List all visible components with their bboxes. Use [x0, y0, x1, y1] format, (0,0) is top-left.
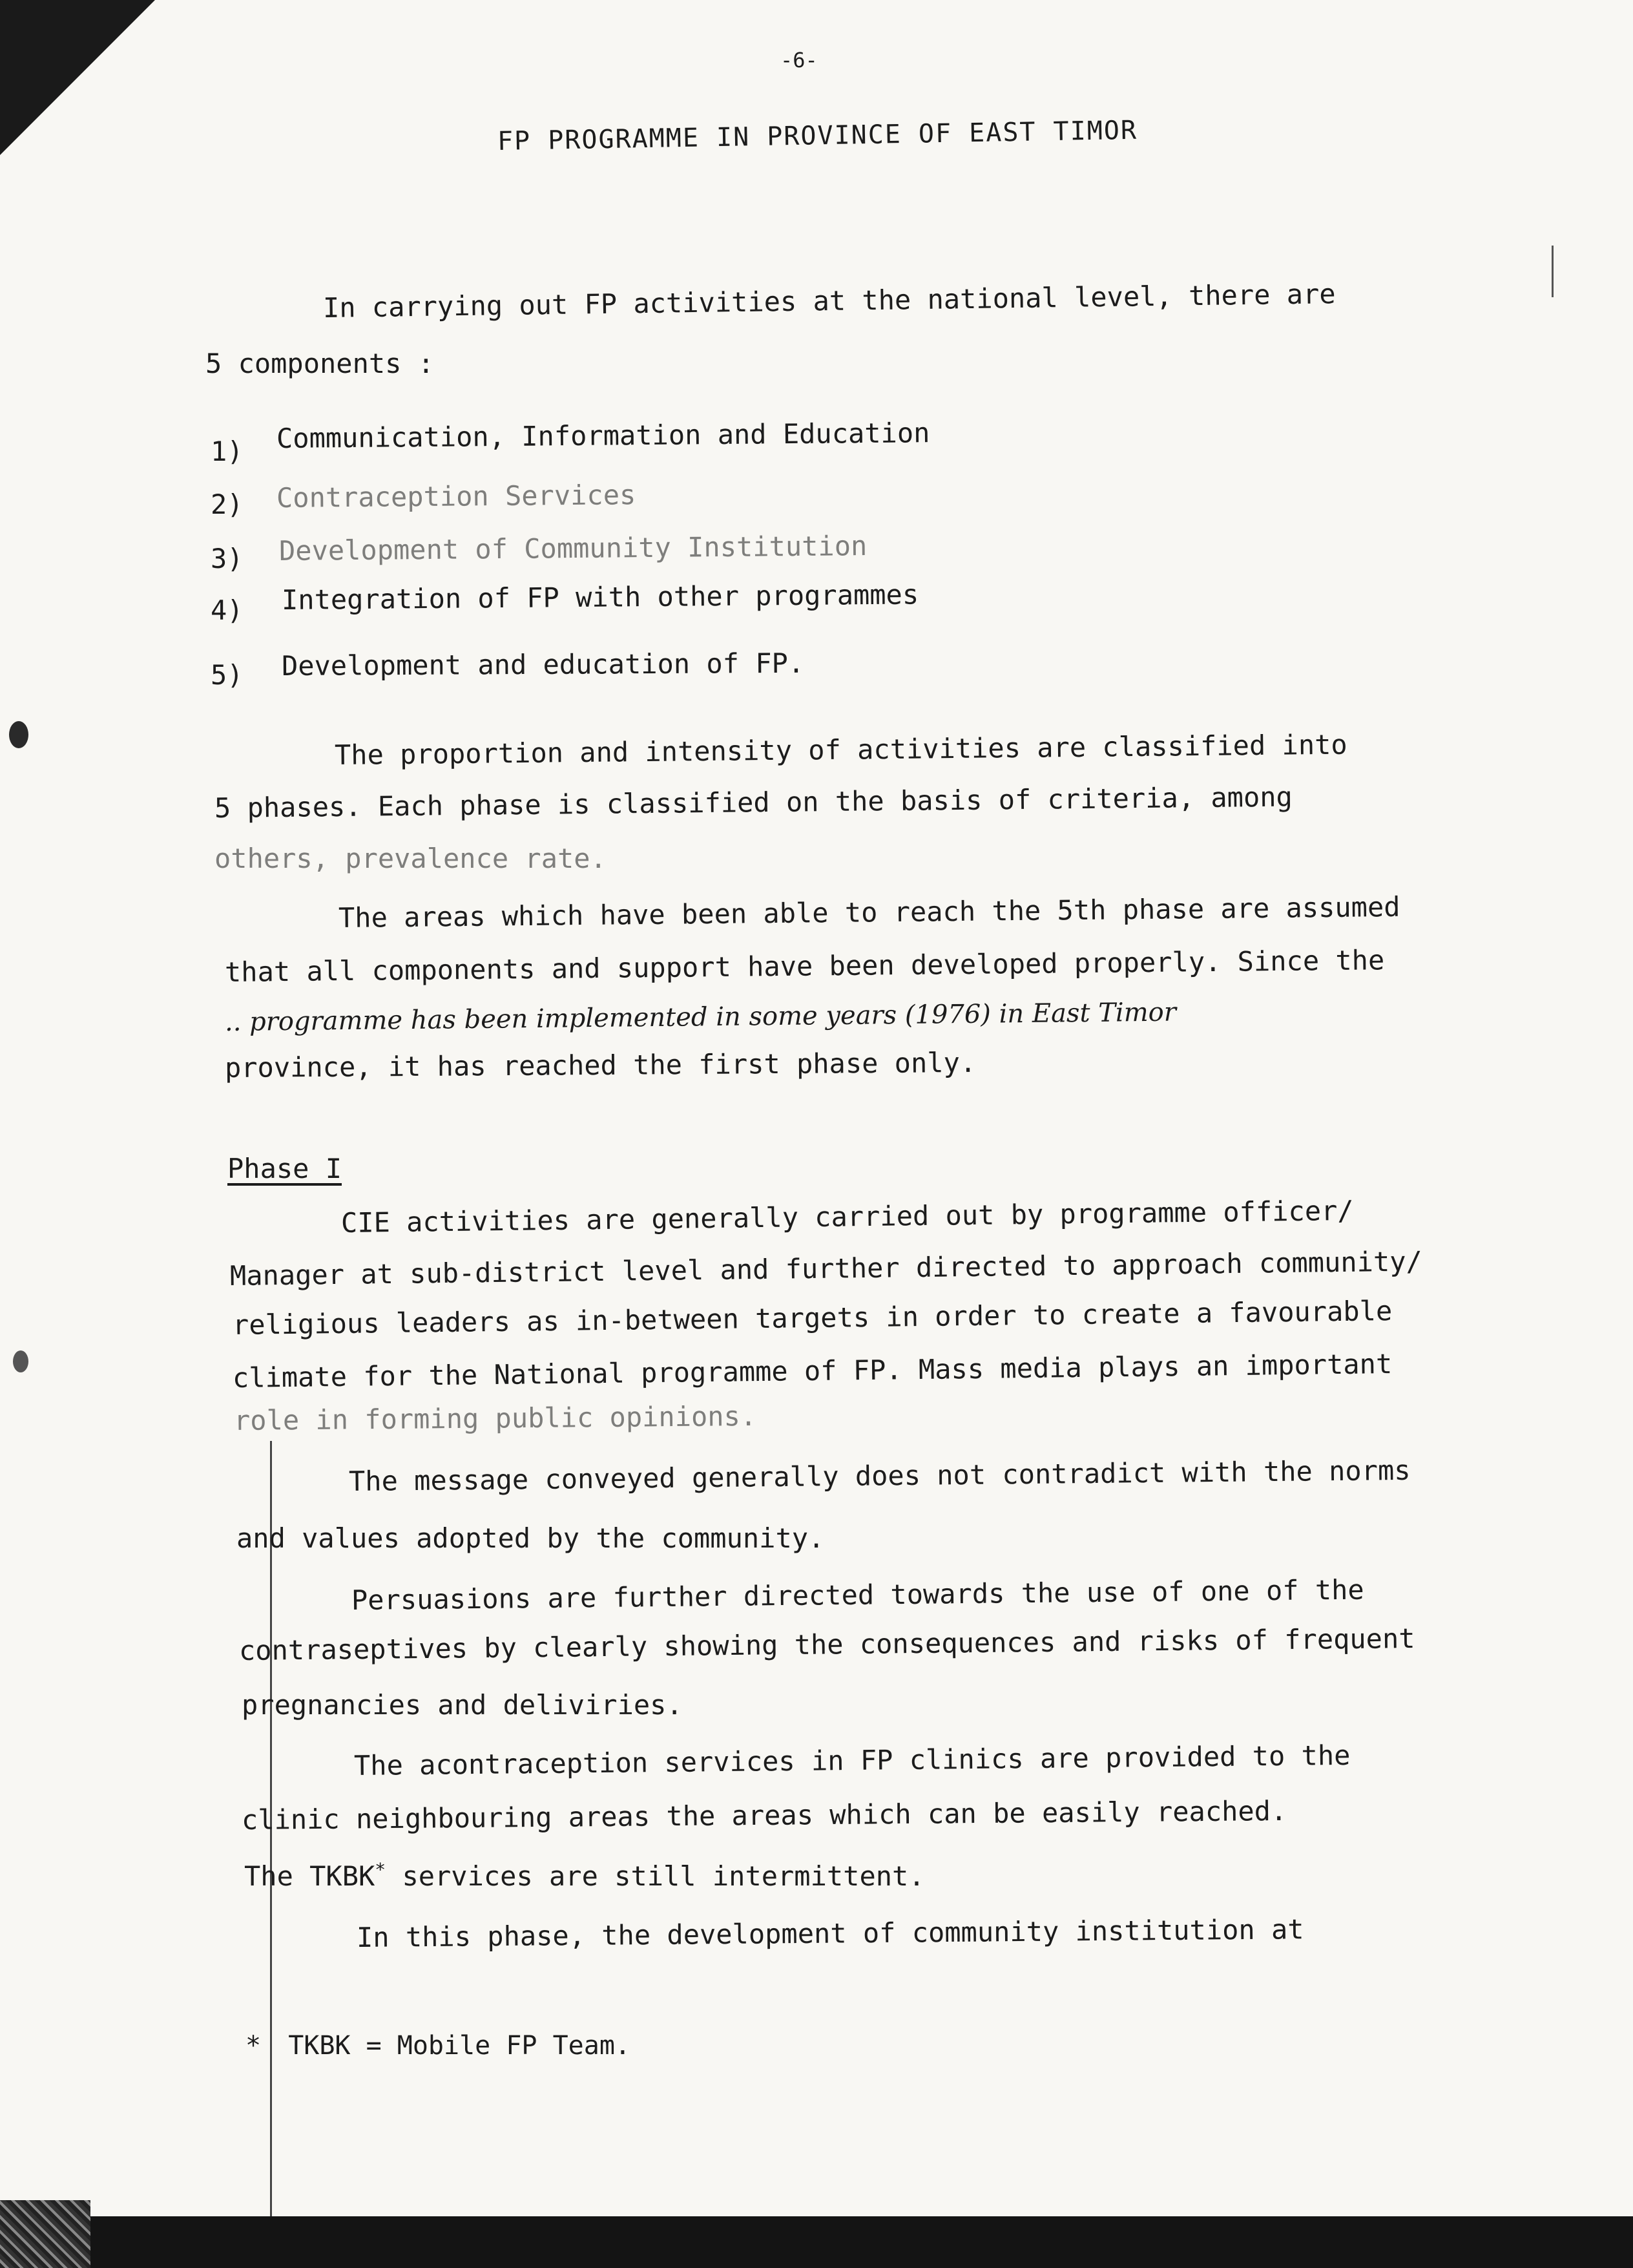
edge-mark-artifact — [1552, 246, 1554, 297]
p4-line-3-rest: services are still intermittent. — [386, 1860, 925, 1892]
document-title: FP PROGRAMME IN PROVINCE OF EAST TIMOR — [497, 115, 1138, 156]
list-number: 5) — [211, 659, 244, 691]
phase-1-heading: Phase I — [227, 1153, 342, 1184]
phase1-p1-line: CIE activities are generally carried out by programme officer/ — [340, 1194, 1354, 1239]
phase1-p2-line: and values adopted by the community. — [236, 1522, 825, 1554]
footnote — [245, 2033, 630, 2059]
phase1-p3-line: pregnancies and deliviries. — [242, 1689, 683, 1721]
list-number: 3) — [211, 543, 244, 574]
tkbk-term: The TKBK — [244, 1860, 375, 1892]
scan-corner-artifact — [0, 0, 155, 155]
scan-noise-artifact — [0, 2200, 90, 2268]
list-number: 4) — [211, 594, 244, 626]
phase1-p2-line: The message conveyed generally does not contradict with the norms — [348, 1454, 1411, 1497]
phase1-p5-line: In this phase, the development of community institution at — [356, 1913, 1304, 1953]
footnote-text: TKBK = Mobile FP Team. — [288, 2031, 630, 2061]
scan-bottom-edge — [0, 2216, 1633, 2268]
phase1-p1-line: climate for the National programme of FP. Mass media plays an important — [232, 1348, 1393, 1394]
fifth-line-1: The areas which have been able to reach the 5th phase are assumed — [338, 890, 1400, 934]
hole-punch-mark — [13, 1350, 28, 1372]
footnote-marker: * — [375, 1859, 386, 1880]
phases-line-3: others, prevalence rate. — [214, 843, 607, 874]
phase1-p1-line: religious leaders as in-between targets in order to create a favourable — [232, 1295, 1393, 1341]
fifth-line-3-handwritten: .. programme has been implemented in some years (1976) in East Timor — [224, 997, 1177, 1037]
phases-line-2: 5 phases. Each phase is classified on the basis of criteria, among — [214, 781, 1293, 824]
intro-line-2: 5 components : — [205, 348, 435, 379]
phase1-p3-line: contraseptives by clearly showing the consequences and risks of frequent — [238, 1622, 1415, 1666]
list-item: Integration of FP with other programmes — [281, 578, 919, 616]
list-item: Development and education of FP. — [281, 647, 805, 682]
footnote-star: * — [245, 2031, 262, 2061]
phase1-p4-line-3 — [244, 1861, 925, 1890]
phase1-p4-line-1: The acontraception services in FP clinics are provided to the — [353, 1739, 1351, 1781]
list-item: Communication, Information and Education — [276, 417, 930, 454]
phase1-p4-line-2: clinic neighbouring areas the areas which can be easily reached. — [241, 1794, 1287, 1836]
page-number: -6- — [780, 48, 818, 72]
fifth-line-2: that all components and support have been developed properly. Since the — [224, 944, 1385, 988]
phases-line-1: The proportion and intensity of activities are classified into — [334, 728, 1347, 771]
phase1-p1-line: role in forming public opinions. — [233, 1400, 757, 1436]
phase1-p3-line: Persuasions are further directed towards the use of one of the — [351, 1573, 1364, 1616]
phase1-p1-line: Manager at sub-district level and further directed to approach community/ — [229, 1245, 1423, 1292]
list-number: 2) — [211, 488, 244, 520]
list-number: 1) — [211, 436, 244, 467]
intro-line-1: In carrying out FP activities at the national level, there are — [322, 278, 1336, 324]
hole-punch-mark — [9, 721, 28, 748]
list-item: Contraception Services — [276, 479, 636, 514]
fifth-line-4: province, it has reached the first phase only. — [224, 1046, 977, 1084]
list-item: Development of Community Institution — [278, 530, 868, 567]
